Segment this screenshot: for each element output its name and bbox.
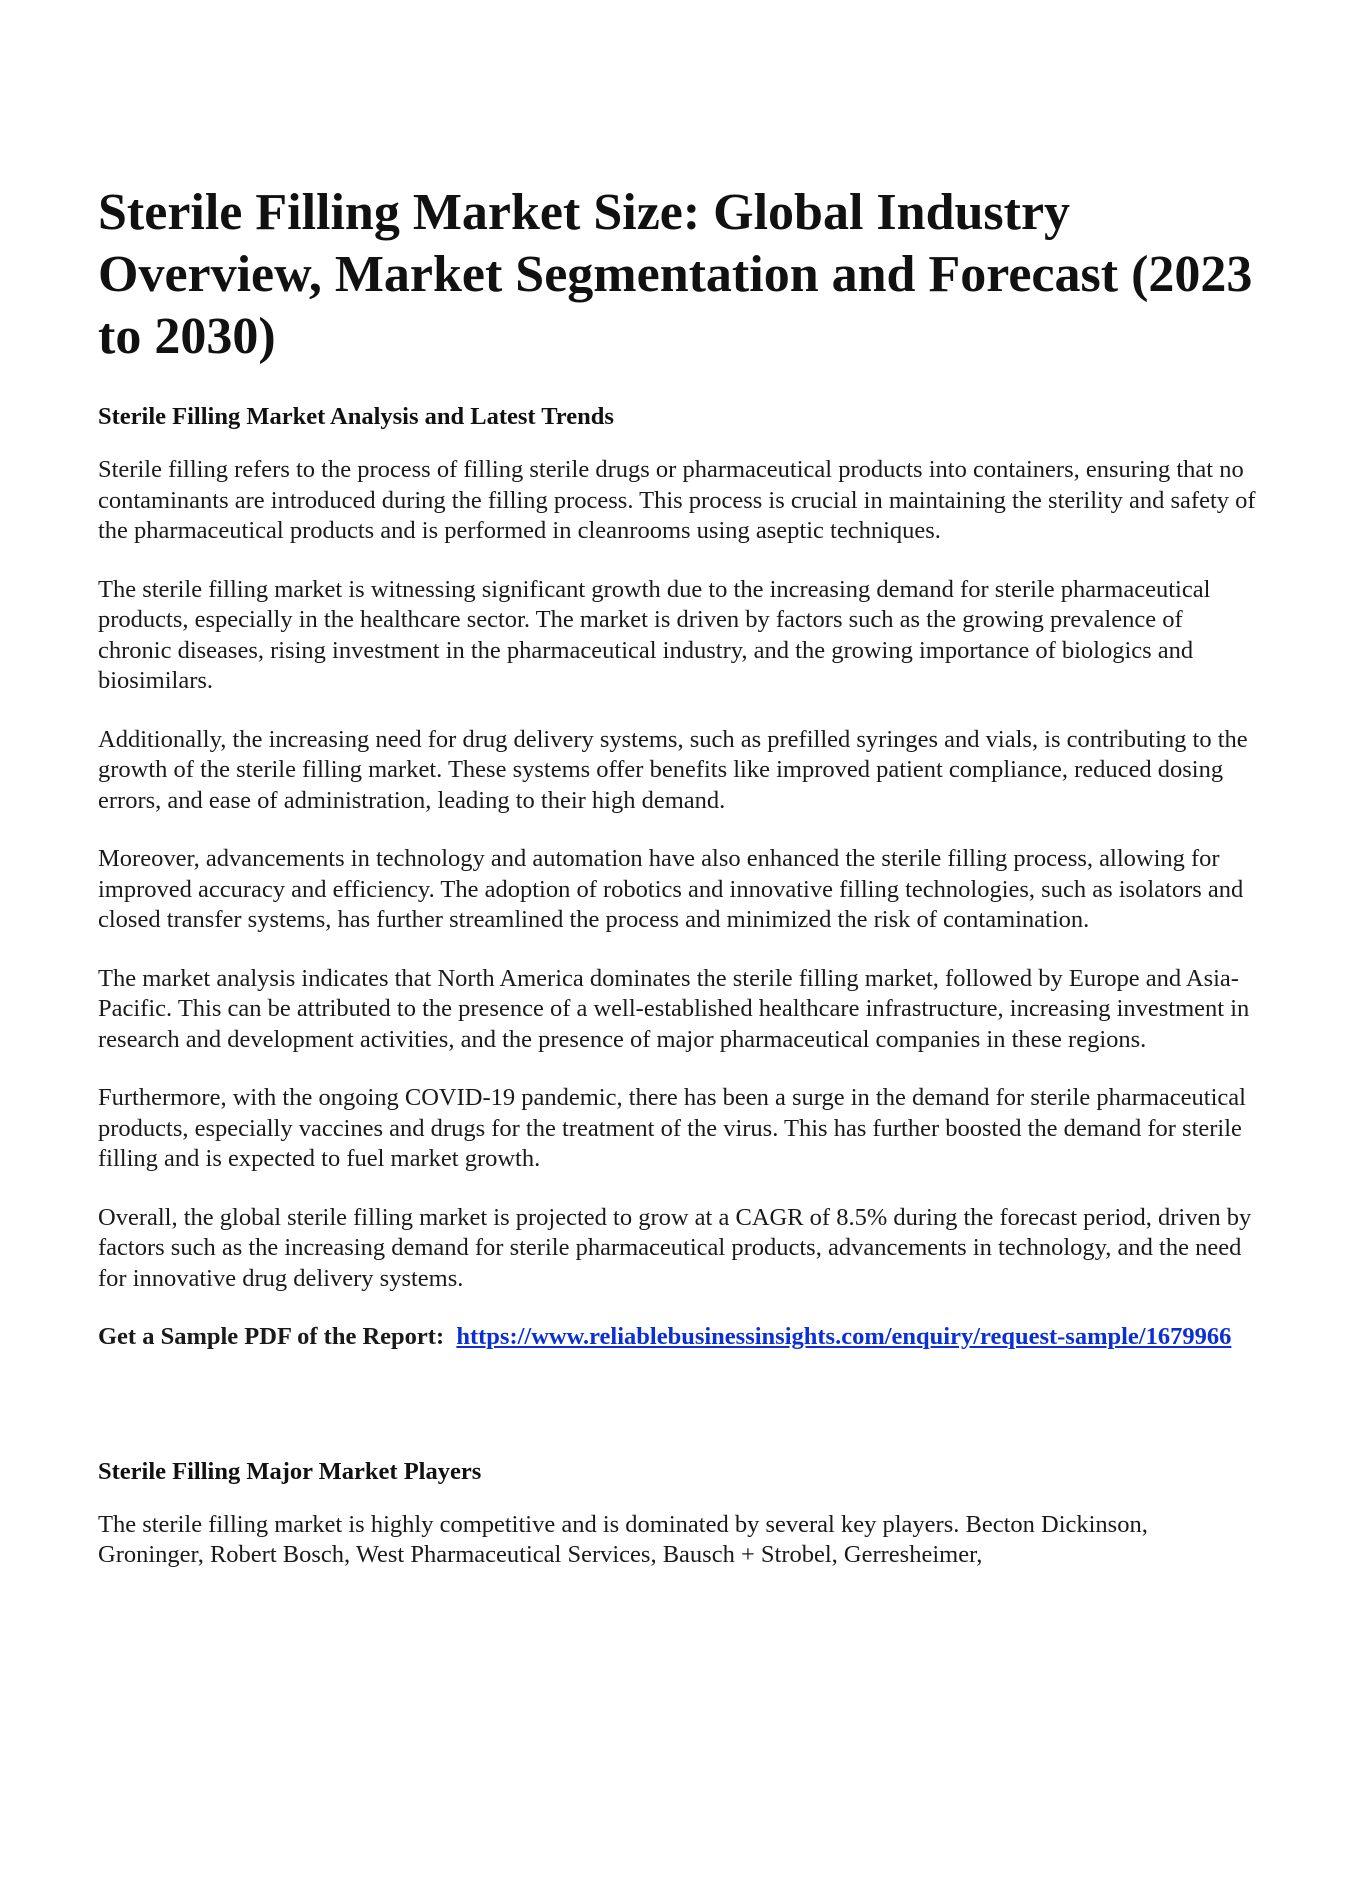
- sample-pdf-line: [98, 1322, 1258, 1353]
- paragraph: The sterile filling market is witnessing significant growth due to the increasing demand for sterile pharmaceutical products, especially in the healthcare sector. The market is driven by factors such as the growing prevalence of chronic diseases, rising investment in the pharmaceutical industry, and the growing importance of biologics and biosimilars.: [98, 575, 1211, 694]
- paragraph: Overall, the global sterile filling market is projected to grow at a CAGR of 8.5% during the forecast period, driven by factors such as the increasing demand for sterile pharmaceutical products, advancements in technology, and the need for innovative drug delivery systems.: [98, 1203, 1252, 1292]
- sample-pdf-label: Get a Sample PDF of the Report:: [98, 1323, 445, 1350]
- paragraph: Additionally, the increasing need for drug delivery systems, such as prefilled syringes and vials, is contributing to the growth of the sterile filling market. These systems offer benefits like improved patient compliance, reduced dosing errors, and ease of administration, leading to their high demand.: [98, 725, 1248, 814]
- paragraph: The sterile filling market is highly competitive and is dominated by several key players. Becton Dickinson, Groninger, Robert Bosch, West Pharmaceutical Services, Bausch + Strobel, Gerresheimer,: [98, 1510, 1148, 1568]
- section-spacer: [98, 1353, 1258, 1457]
- paragraph: The market analysis indicates that North America dominates the sterile filling market, followed by Europe and Asia-Pacific. This can be attributed to the presence of a well-established healthcare infrastructure, increasing investment in research and development activities, and the presence of major pharmaceutical companies in these regions.: [98, 964, 1250, 1053]
- paragraph: Moreover, advancements in technology and automation have also enhanced the sterile filling process, allowing for improved accuracy and efficiency. The adoption of robotics and innovative filling technologies, such as isolators and closed transfer systems, has further streamlined the process and minimized the risk of contamination.: [98, 845, 1244, 933]
- sample-pdf-link[interactable]: https://www.reliablebusinessinsights.com/enquiry/request-sample/1679966: [456, 1323, 1232, 1350]
- paragraph: Furthermore, with the ongoing COVID-19 pandemic, there has been a surge in the demand for sterile pharmaceutical products, especially vaccines and drugs for the treatment of the virus. This has further boosted the demand for sterile filling and is expected to fuel market growth.: [98, 1084, 1246, 1172]
- section-heading-players: Sterile Filling Major Market Players: [98, 1457, 482, 1485]
- section-heading-analysis: Sterile Filling Market Analysis and Latest Trends: [98, 403, 614, 430]
- document-page: [98, 182, 1258, 1599]
- paragraph: Sterile filling refers to the process of filling sterile drugs or pharmaceutical products into containers, ensuring that no contaminants are introduced during the filling process. This process is crucial in maintaining the sterility and safety of the pharmaceutical products and is performed in cleanrooms using aseptic techniques.: [98, 456, 1256, 544]
- document-title: Sterile Filling Market Size: Global Industry Overview, Market Segmentation and Forecast (2023 to 2030): [98, 184, 1253, 365]
